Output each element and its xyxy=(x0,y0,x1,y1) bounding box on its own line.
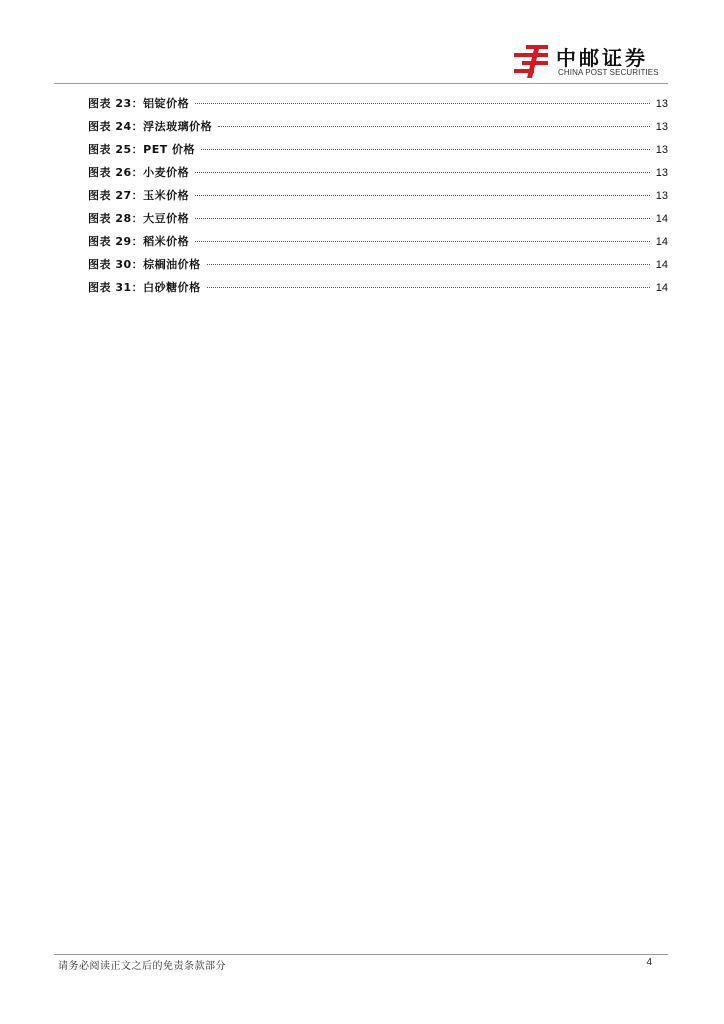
china-post-logo-icon xyxy=(512,44,552,80)
toc-item-label: 图表 26：小麦价格 xyxy=(88,166,190,179)
toc-dot-leader xyxy=(195,195,650,196)
toc-item-page: 13 xyxy=(655,190,668,202)
toc-item-page: 13 xyxy=(655,144,668,156)
toc-item-page: 14 xyxy=(655,213,668,225)
toc-item[interactable] xyxy=(88,276,668,299)
toc-item[interactable] xyxy=(88,138,668,161)
toc-item[interactable] xyxy=(88,230,668,253)
toc-item-label: 图表 27：玉米价格 xyxy=(88,189,190,202)
toc-item-page: 14 xyxy=(655,236,668,248)
toc-item[interactable] xyxy=(88,207,668,230)
footer-divider xyxy=(54,954,668,955)
toc-dot-leader xyxy=(207,264,650,265)
toc-dot-leader xyxy=(195,241,650,242)
toc-item-label: 图表 28：大豆价格 xyxy=(88,212,190,225)
brand-name-cn: 中邮证券 xyxy=(556,46,648,70)
brand-name-en: CHINA POST SECURITIES xyxy=(558,68,659,77)
toc-item-label: 图表 31：白砂糖价格 xyxy=(88,281,201,294)
toc-dot-leader xyxy=(195,103,650,104)
page-number: 4 xyxy=(646,957,652,968)
figure-index-list xyxy=(88,92,668,299)
toc-item-page: 14 xyxy=(655,259,668,271)
toc-item-label: 图表 29：稻米价格 xyxy=(88,235,190,248)
toc-item-label: 图表 25：PET 价格 xyxy=(88,143,196,156)
page-header xyxy=(0,0,724,86)
toc-item-page: 13 xyxy=(655,167,668,179)
toc-dot-leader xyxy=(195,218,650,219)
toc-item[interactable] xyxy=(88,253,668,276)
header-divider xyxy=(54,83,668,84)
toc-item[interactable] xyxy=(88,115,668,138)
toc-item[interactable] xyxy=(88,184,668,207)
toc-item-label: 图表 24：浮法玻璃价格 xyxy=(88,120,213,133)
toc-item[interactable] xyxy=(88,161,668,184)
toc-item-page: 13 xyxy=(655,121,668,133)
toc-dot-leader xyxy=(195,172,650,173)
toc-item-label: 图表 30：棕榈油价格 xyxy=(88,258,201,271)
toc-item-page: 14 xyxy=(655,282,668,294)
toc-dot-leader xyxy=(207,287,650,288)
toc-dot-leader xyxy=(201,149,650,150)
toc-item-label: 图表 23：铝锭价格 xyxy=(88,97,190,110)
toc-dot-leader xyxy=(218,126,650,127)
footer-disclaimer: 请务必阅读正文之后的免责条款部分 xyxy=(58,961,226,972)
toc-item-page: 13 xyxy=(655,98,668,110)
toc-item[interactable] xyxy=(88,92,668,115)
brand-logo xyxy=(512,44,672,80)
